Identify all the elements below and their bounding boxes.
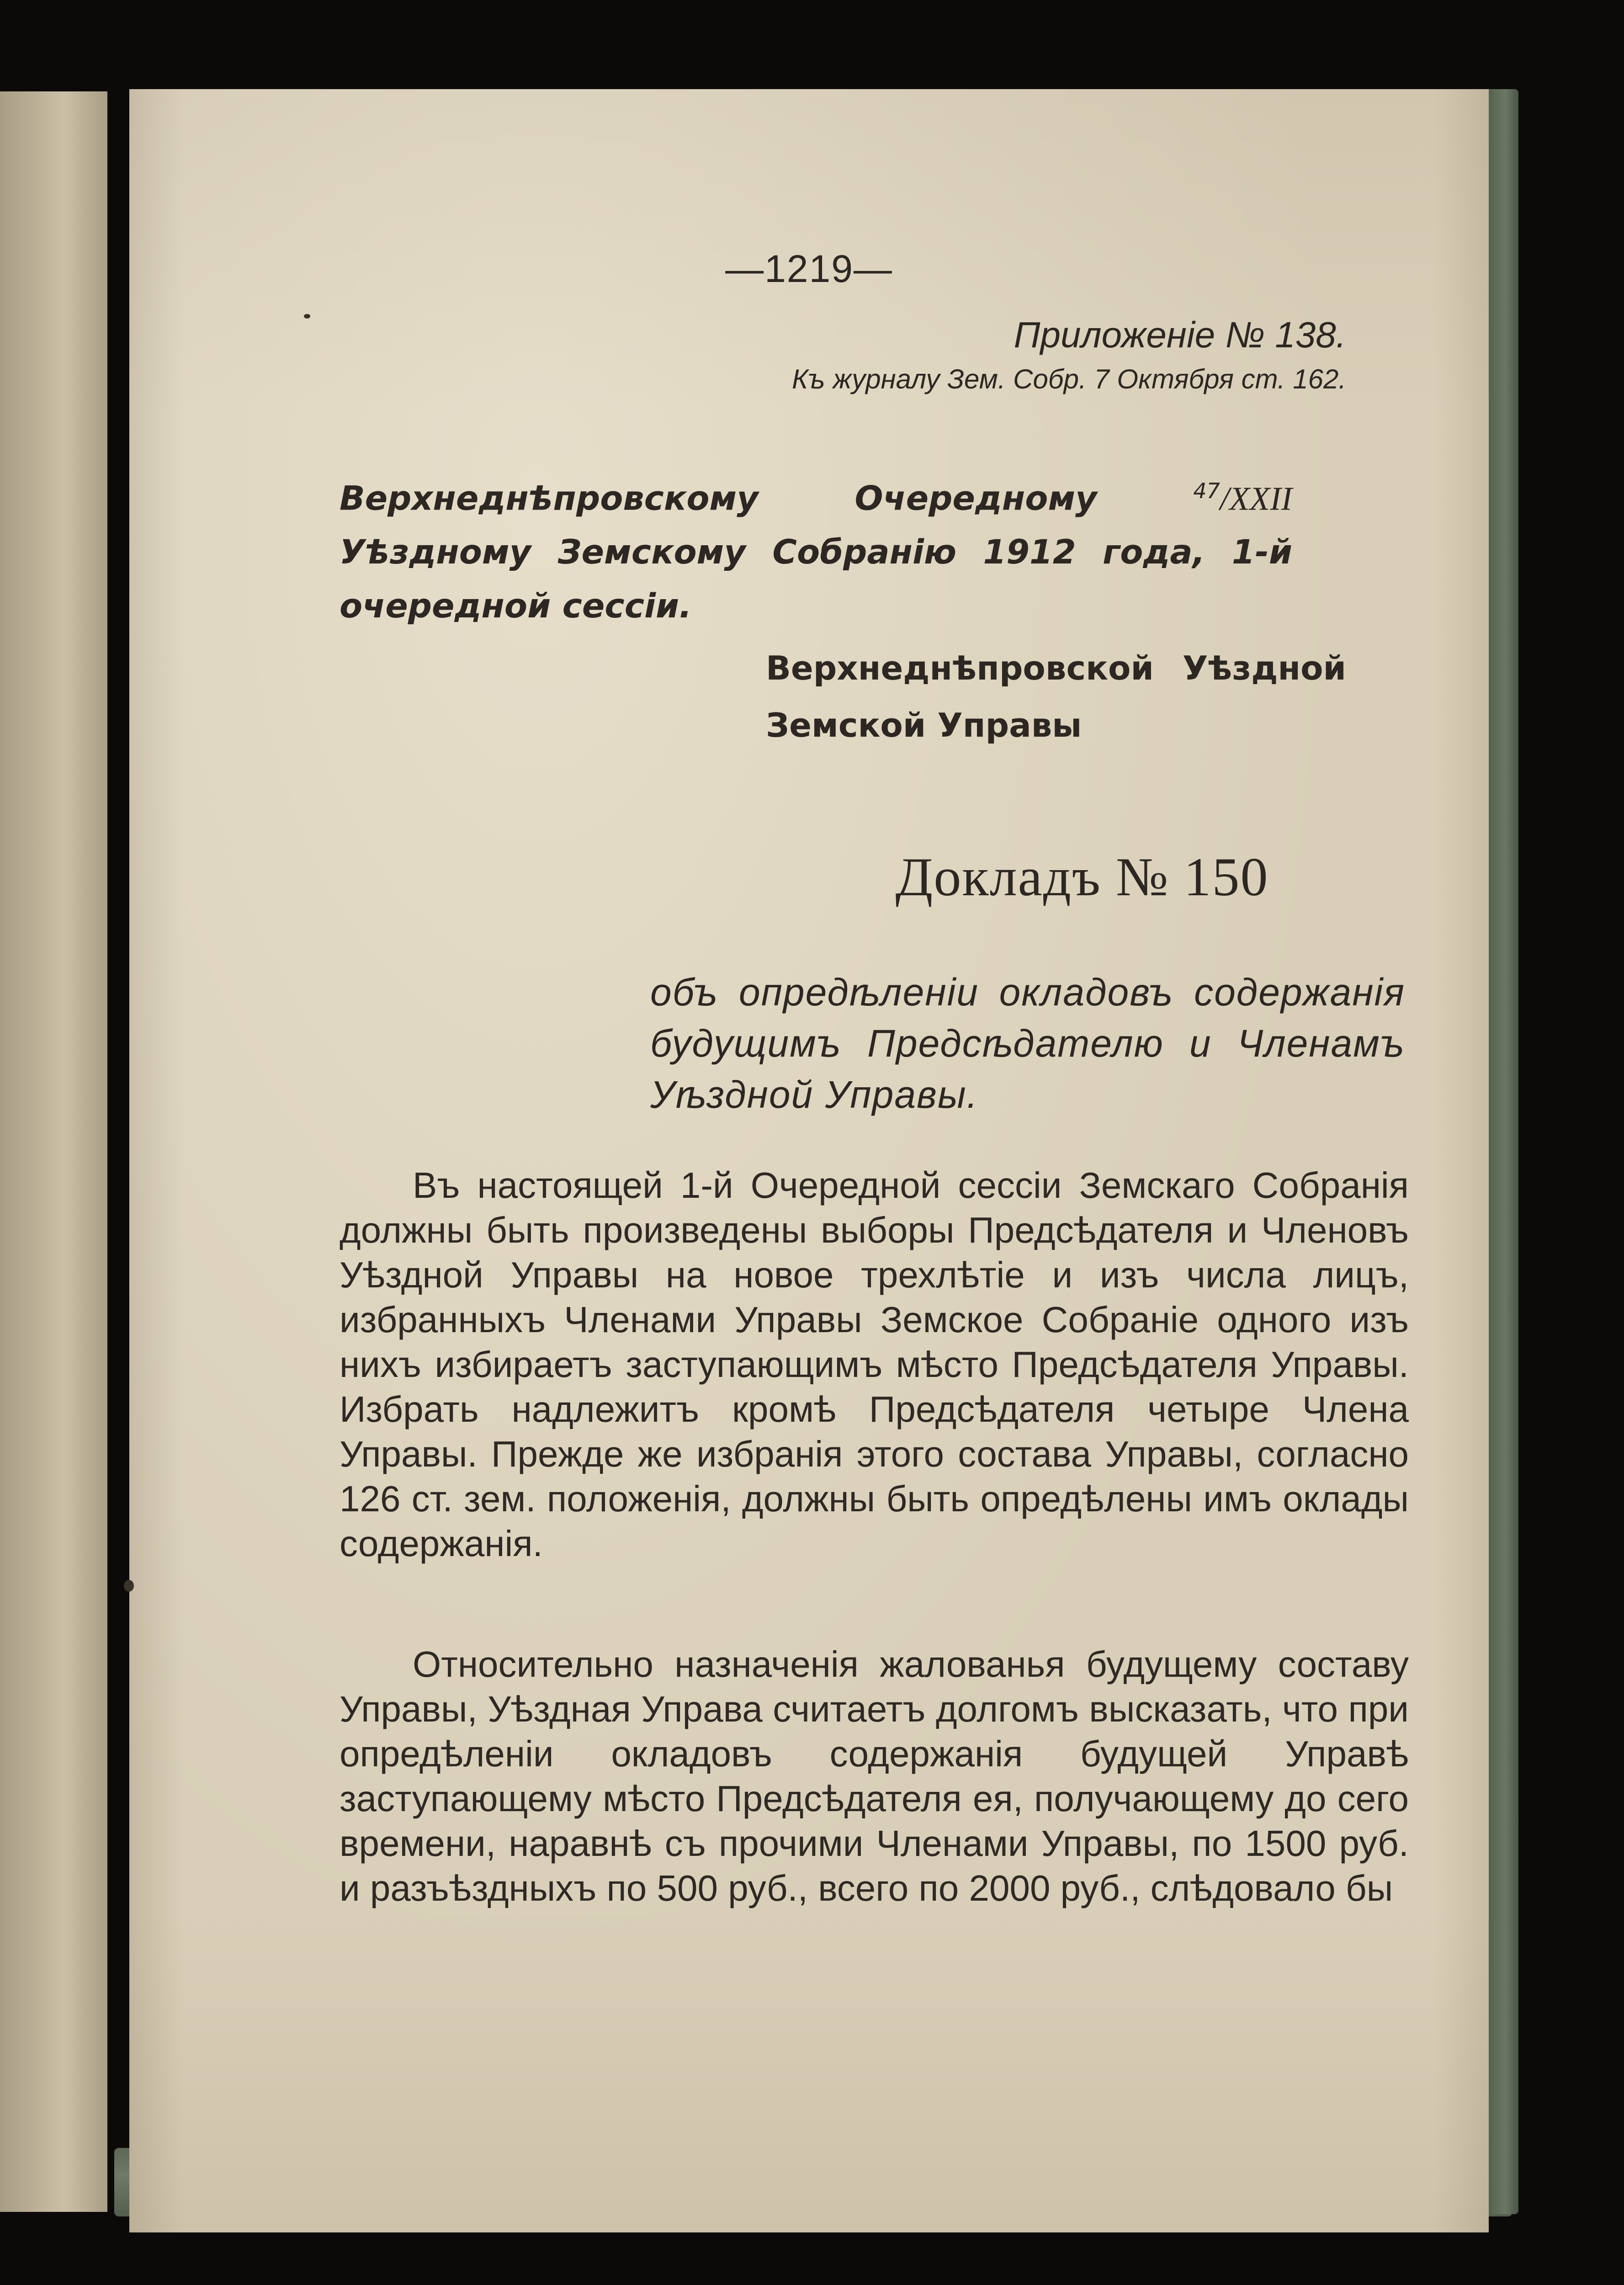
paragraph-2 [340,1642,1409,1911]
addressee-text-after: Уѣздному Земскому Собранiю 1912 года, 1-й очередной сессiи. [340,533,1292,626]
appendix-title: Приложенiе № 138. [1014,314,1346,355]
appendix-reference: Къ журналу Зем. Собр. 7 Октября ст. 162. [792,364,1346,394]
report-title: Докладъ № 150 [895,846,1269,907]
session-number-rest: /XXII [1220,480,1292,517]
ink-speck [304,314,310,319]
addressee-text-before: Верхнеднѣпровскому Очередному [340,479,1194,518]
paragraph-2-text: Относительно назначенiя жалованья будущему составу Управы, Уѣздная Управа считаетъ долгомъ высказать, что при опредѣленiи окладовъ содержанiя будущей Управѣ заступающему мѣсто Предсѣдателя ея, получающему до сего времени, наравнѣ съ прочими Членами Управы, по 1500 руб. и разъѣздныхъ по 500 руб., всего по 2000 руб., слѣдовало бы [340,1644,1409,1908]
ink-speck [124,1580,134,1592]
book-page [129,89,1489,2232]
facing-page-edge [0,91,107,2212]
page-number: —1219— [725,247,893,290]
paragraph-1 [340,1163,1409,1566]
issuing-authority: Верхнеднѣпровской Уѣздной Земской Управы [766,649,1346,744]
addressee [340,464,1292,633]
paragraph-1-text: Въ настоящей 1-й Очередной сессiи Земскаго Собранiя должны быть произведены выборы Предсѣдателя и Членовъ Уѣздной Управы на новое трехлѣтiе и изъ числа лицъ, избранныхъ Членами Управы Земское Собранiе одного изъ нихъ избираетъ заступающимъ мѣсто Предсѣдателя Управы. Избрать надлежитъ кромѣ Предсѣдателя четыре Члена Управы. Прежде же избранiя этого состава Управы, согласно 126 ст. зем. положенiя, должны быть опредѣлены имъ оклады содержанiя. [340,1165,1409,1564]
report-subject: объ опредѣленiи окладовъ содержанiя будущимъ Предсѣдателю и Членамъ Уѣздной Управы. [650,971,1405,1116]
appendix-header [792,313,1346,397]
session-number-sup: 47 [1193,478,1220,503]
